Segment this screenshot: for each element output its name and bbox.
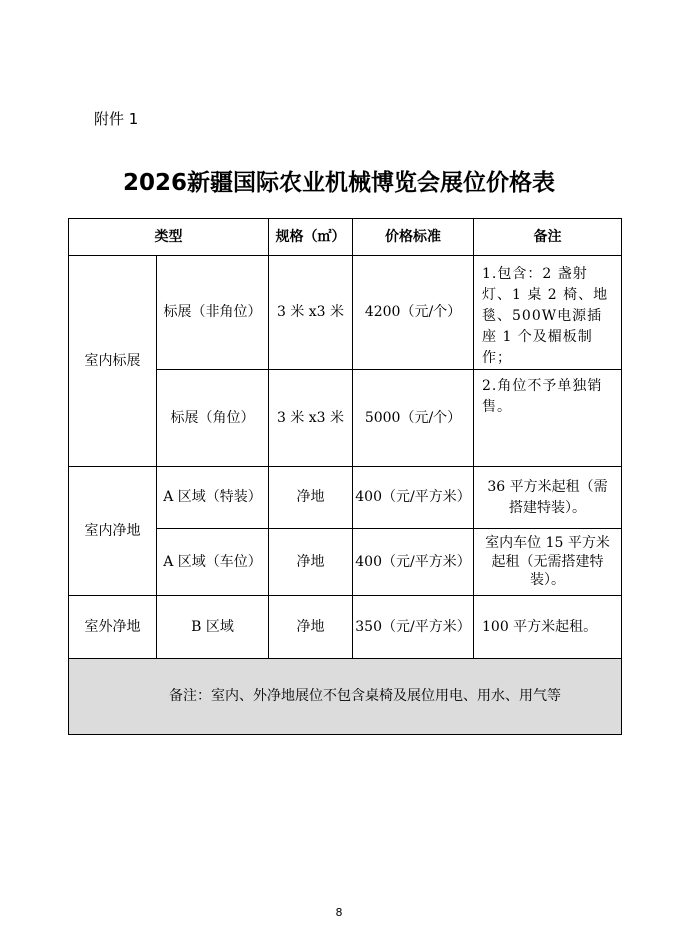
table-row [69, 256, 622, 370]
row-spec: 3 米 x3 米 [269, 370, 353, 467]
header-note: 备注 [474, 219, 622, 256]
footer-note: 备注：室内、外净地展位不包含桌椅及展位用电、用水、用气等 [169, 688, 561, 704]
attachment-label: 附件 1 [94, 110, 139, 128]
row-type: B 区域 [157, 596, 269, 659]
row-price: 5000（元/个） [353, 370, 474, 467]
row-spec: 净地 [269, 596, 353, 659]
footer-row [69, 659, 622, 735]
row-type: 标展（角位） [157, 370, 269, 467]
page-number: 8 [335, 906, 343, 919]
row-price: 400（元/平方米） [353, 529, 474, 596]
table-row [69, 467, 622, 529]
footer-note-cell [69, 659, 622, 735]
page-title: 2026新疆国际农业机械博览会展位价格表 [122, 170, 555, 196]
header-price: 价格标准 [353, 219, 474, 256]
group-indoor-raw: 室内净地 [69, 467, 157, 596]
price-table [68, 218, 622, 735]
row-type: A 区域（特装） [157, 467, 269, 529]
row-note: 100 平方米起租。 [474, 596, 622, 659]
group-indoor-standard: 室内标展 [69, 256, 157, 467]
row-type: 标展（非角位） [157, 256, 269, 370]
row-note: 2.角位不予单独销售。 [474, 370, 622, 467]
row-spec: 3 米 x3 米 [269, 256, 353, 370]
header-type: 类型 [69, 219, 269, 256]
row-spec: 净地 [269, 467, 353, 529]
header-spec: 规格（㎡） [269, 219, 353, 256]
group-outdoor-raw: 室外净地 [69, 596, 157, 659]
row-note: 1.包含：2 盏射灯、1 桌 2 椅、地毯、500W电源插座 1 个及楣板制作； [474, 256, 622, 370]
table-row [69, 596, 622, 659]
row-note: 36 平方米起租（需搭建特装）。 [474, 467, 622, 529]
row-price: 350（元/平方米） [353, 596, 474, 659]
row-type: A 区域（车位） [157, 529, 269, 596]
header-row [69, 219, 622, 256]
row-note: 室内车位 15 平方米起租（无需搭建特装）。 [474, 529, 622, 596]
row-price: 4200（元/个） [353, 256, 474, 370]
row-price: 400（元/平方米） [353, 467, 474, 529]
row-spec: 净地 [269, 529, 353, 596]
